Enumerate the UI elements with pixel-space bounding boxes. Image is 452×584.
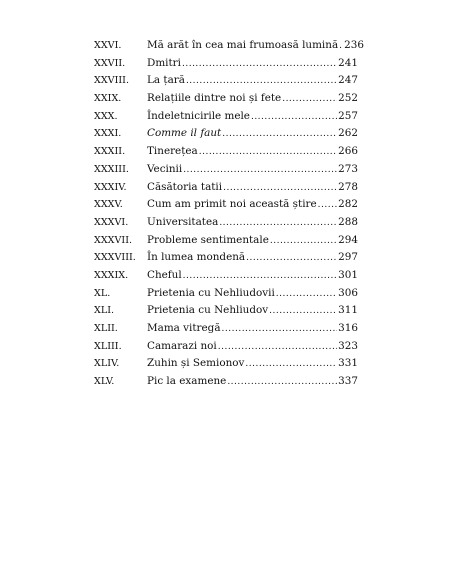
chapter-title: Zuhin și Semionov [147, 357, 245, 370]
chapter-title: La țară [147, 74, 185, 87]
chapter-entry [147, 90, 358, 109]
toc-entry [94, 125, 358, 143]
chapter-entry [147, 285, 358, 304]
table-of-contents [94, 37, 364, 391]
toc-entry [94, 320, 358, 338]
toc-entry [94, 143, 358, 161]
chapter-entry [147, 302, 358, 321]
toc-entry [94, 249, 358, 267]
page-number: 301 [338, 268, 358, 281]
chapter-number: XXXI. [94, 128, 122, 140]
page-number: 311 [338, 304, 358, 317]
page-number: 282 [338, 198, 358, 211]
page-number: 294 [338, 233, 358, 246]
page-number: 297 [338, 251, 358, 264]
chapter-title: Probleme sentimentale [147, 233, 269, 246]
dot-leader [182, 56, 337, 74]
dot-leader [270, 233, 337, 251]
toc-entry [94, 355, 358, 373]
chapter-number: XLIV. [94, 358, 120, 370]
page-number: 257 [338, 109, 358, 122]
chapter-number: XXXVIII. [94, 252, 136, 264]
chapter-number: XXXVII. [94, 234, 133, 246]
chapter-entry [147, 108, 358, 127]
dot-leader [227, 374, 337, 392]
chapter-entry [147, 196, 358, 215]
toc-entry [94, 302, 358, 320]
toc-entry [94, 232, 358, 250]
toc-entry [94, 72, 358, 90]
toc-entry [94, 267, 358, 285]
chapter-title: Mama vitregă [147, 322, 221, 334]
dot-leader [223, 180, 337, 198]
chapter-number: XXVII. [94, 57, 126, 69]
chapter-entry [147, 338, 358, 357]
page-number: 266 [338, 145, 358, 158]
chapter-entry [147, 214, 358, 233]
chapter-title: Dmitri [147, 56, 181, 69]
toc-entry [94, 179, 358, 197]
toc-entry [94, 90, 358, 108]
dot-leader [183, 268, 338, 286]
dot-leader [199, 144, 337, 162]
chapter-entry [147, 355, 358, 374]
chapter-number: XLII. [94, 323, 118, 334]
chapter-title: Cum am primit noi această știre [147, 198, 317, 211]
chapter-entry [147, 249, 358, 268]
chapter-entry [147, 373, 358, 392]
chapter-entry [147, 125, 358, 144]
dot-leader [186, 73, 337, 91]
chapter-title: Universitatea [147, 215, 219, 228]
chapter-number: XLIII. [94, 340, 122, 352]
dot-leader [339, 38, 343, 56]
chapter-title: Îndeletnicirile mele [147, 109, 250, 122]
chapter-number: XLI. [94, 305, 115, 317]
chapter-title: Mă arăt în cea mai frumoasă lumină [147, 39, 339, 51]
dot-leader [246, 250, 337, 268]
chapter-title: Camarazi noi [147, 339, 217, 352]
chapter-number: XXIX. [94, 93, 122, 105]
chapter-entry [147, 320, 358, 339]
chapter-entry [147, 161, 358, 180]
toc-entry [94, 161, 358, 179]
chapter-entry [147, 179, 358, 198]
page-number: 236 [344, 39, 364, 51]
chapter-number: XXXIV. [94, 181, 127, 193]
dot-leader [218, 339, 337, 357]
page-number: 252 [338, 92, 358, 105]
chapter-title: Căsătoria tatii [147, 180, 223, 193]
toc-entry [94, 338, 358, 356]
dot-leader [276, 286, 337, 304]
chapter-number: XXXIX. [94, 269, 129, 281]
page-number: 247 [338, 74, 358, 87]
chapter-number: XL. [94, 287, 111, 299]
chapter-title: Prietenia cu Nehliudov [147, 304, 269, 317]
chapter-number: XXVI. [94, 40, 122, 51]
chapter-number: XXXVI. [94, 216, 129, 228]
chapter-entry [147, 232, 358, 251]
chapter-title: Pic la examene [147, 375, 227, 388]
page-number: 278 [338, 180, 358, 193]
chapter-title: În lumea mondenă [147, 251, 246, 264]
toc-entry [94, 285, 358, 303]
page-number: 337 [338, 375, 358, 388]
chapter-title: Vecinii [147, 162, 183, 175]
toc-entry [94, 214, 358, 232]
page-number: 288 [338, 215, 358, 228]
page-number: 306 [338, 286, 358, 299]
toc-entry [94, 108, 358, 126]
chapter-title: Cheful [147, 268, 182, 281]
dot-leader [251, 109, 337, 127]
chapter-number: XXXIII. [94, 163, 129, 175]
dot-leader [222, 321, 338, 339]
chapter-title: Prietenia cu Nehliudovii [147, 286, 275, 299]
page-number: 262 [338, 127, 358, 140]
page-number: 316 [338, 322, 358, 334]
dot-leader [245, 356, 337, 374]
chapter-number: XXXV. [94, 199, 123, 211]
toc-entry [94, 196, 358, 214]
dot-leader [269, 303, 337, 321]
toc-entry [94, 55, 358, 73]
chapter-number: XXX. [94, 110, 118, 122]
page-number: 273 [338, 162, 358, 175]
chapter-title: Tinerețea [147, 145, 198, 158]
chapter-entry [147, 143, 358, 162]
chapter-number: XLV. [94, 376, 115, 388]
page-number: 323 [338, 339, 358, 352]
dot-leader [183, 162, 337, 180]
chapter-title: Relațiile dintre noi și fete [147, 92, 282, 105]
dot-leader [222, 126, 337, 144]
toc-entry [94, 373, 358, 391]
chapter-entry [147, 55, 358, 74]
chapter-entry [147, 37, 364, 56]
chapter-number: XXXII. [94, 146, 126, 158]
chapter-title: Comme il faut [147, 127, 222, 140]
dot-leader [282, 91, 337, 109]
chapter-entry [147, 267, 358, 286]
chapter-entry [147, 72, 358, 91]
page-number: 241 [338, 56, 358, 69]
chapter-number: XXVIII. [94, 75, 130, 87]
dot-leader [219, 215, 337, 233]
toc-entry [94, 37, 364, 55]
page-number: 331 [338, 357, 358, 370]
dot-leader [318, 197, 338, 215]
